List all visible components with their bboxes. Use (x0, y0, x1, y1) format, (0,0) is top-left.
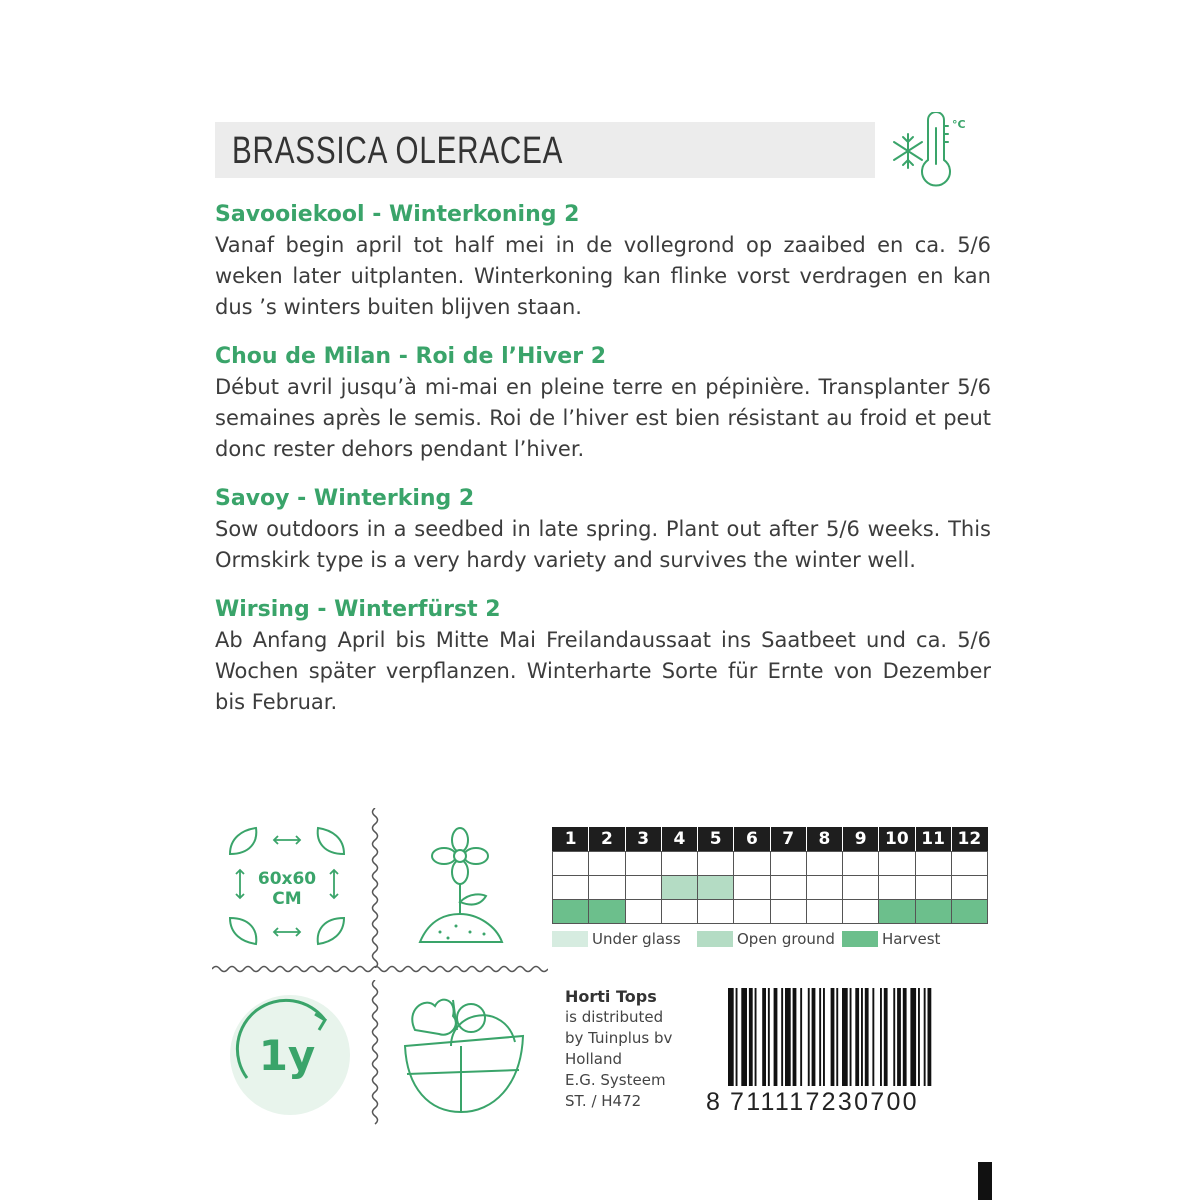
calendar-row-open-ground (552, 875, 988, 899)
barcode-bar (728, 988, 734, 1086)
legend-label: Under glass (592, 930, 681, 948)
month-label: 6 (734, 827, 770, 851)
barcode-bar (865, 988, 869, 1086)
barcode-bar (880, 988, 882, 1086)
section-body: Vanaf begin april tot half mei in de vollegrond op zaaibed en ca. 5/6 weken later uitplanten. Winterkoning kan flinke vorst verdragen en kan dus ’s winters buiten blijven staan. (215, 233, 991, 319)
calendar-cell (879, 875, 915, 899)
calendar-cell (698, 899, 734, 923)
calendar-cell (552, 851, 589, 875)
month-label: 3 (626, 827, 662, 851)
legend-under-glass (552, 930, 681, 948)
barcode-bar (762, 988, 766, 1086)
latin-name: BRASSICA OLERACEA (232, 130, 564, 172)
section-title: Wirsing - Winterfürst 2 (215, 597, 501, 622)
section-german (215, 595, 991, 718)
section-title: Savooiekool - Winterkoning 2 (215, 202, 580, 227)
calendar-cell (952, 851, 988, 875)
month-label: 9 (843, 827, 879, 851)
distributor-line: E.G. Systeem (565, 1071, 666, 1089)
annual-lifecycle-icon (225, 990, 355, 1120)
calendar-cell (916, 851, 952, 875)
calendar-cell (771, 899, 807, 923)
calendar-cell (734, 899, 770, 923)
calendar-cell (843, 875, 879, 899)
spacing-unit: CM (272, 889, 302, 909)
barcode-bar (755, 988, 757, 1086)
section-title: Savoy - Winterking 2 (215, 486, 475, 511)
barcode-bar (768, 988, 770, 1086)
section-dutch (215, 200, 991, 323)
distributor-line: is distributed (565, 1008, 664, 1026)
month-label: 4 (662, 827, 698, 851)
section-body: Début avril jusqu’à mi-mai en pleine terre en pépinière. Transplanter 5/6 semaines après le semis. Roi de l’hiver est bien résistant au froid et peut donc rester dehors pendant l’hiver. (215, 375, 991, 461)
month-label: 1 (552, 827, 589, 851)
brand-name: Horti Tops (565, 987, 657, 1006)
plant-sowing-icon (400, 822, 520, 952)
barcode-bar (903, 988, 907, 1086)
wavy-divider-vertical-bottom (369, 980, 381, 1130)
calendar-cell (952, 899, 988, 923)
barcode-digits: 711117230700 (730, 1088, 919, 1116)
harvest-basket-icon (395, 990, 530, 1120)
barcode-bar (749, 988, 753, 1086)
barcode-bar (808, 988, 810, 1086)
barcode-bar (819, 988, 821, 1086)
calendar-cell (916, 875, 952, 899)
barcode-bar (800, 988, 802, 1086)
month-label: 12 (952, 827, 988, 851)
barcode-bar (836, 988, 838, 1086)
frost-thermometer-icon (890, 112, 970, 192)
barcode-bar (893, 988, 895, 1086)
barcode-bar (884, 988, 888, 1086)
calendar-cell (552, 899, 589, 923)
legend-swatch (697, 931, 733, 947)
barcode-bar (781, 988, 783, 1086)
barcode-bar (850, 988, 852, 1086)
calendar-cell (807, 875, 843, 899)
barcode-bar (812, 988, 816, 1086)
spacing-label: 60x60 (257, 869, 317, 889)
calendar-cell (589, 875, 625, 899)
calendar-cell (734, 875, 770, 899)
barcode-bar (831, 988, 835, 1086)
month-label: 5 (698, 827, 734, 851)
distributor-line: Holland (565, 1050, 623, 1068)
calendar-cell (843, 851, 879, 875)
spacing-icon (222, 822, 352, 950)
month-label: 2 (589, 827, 625, 851)
calendar-month-header (552, 827, 988, 851)
calendar-cell (626, 851, 662, 875)
section-english (215, 484, 991, 576)
section-body: Ab Anfang April bis Mitte Mai Freilandaussaat ins Saatbeet und ca. 5/6 Wochen später verpflanzen. Winterharte Sorte für Ernte von Dezember bis Februar. (215, 628, 991, 714)
barcode-bar (918, 988, 920, 1086)
calendar-row-harvest (552, 899, 988, 924)
calendar-cell (698, 875, 734, 899)
calendar-cell (807, 899, 843, 923)
calendar-cell (952, 875, 988, 899)
barcode-bar (842, 988, 848, 1086)
barcode-first-digit: 8 (706, 1088, 720, 1116)
section-title: Chou de Milan - Roi de l’Hiver 2 (215, 344, 607, 369)
legend-label: Harvest (882, 930, 941, 948)
lifecycle-label: 1y (258, 1031, 316, 1080)
month-label: 10 (879, 827, 915, 851)
barcode-bar (823, 988, 825, 1086)
barcode-bar (855, 988, 859, 1086)
barcode-bar (741, 988, 747, 1086)
distributor-line: by Tuinplus bv (565, 1029, 673, 1047)
barcode-bar (924, 988, 926, 1086)
calendar-cell (626, 899, 662, 923)
barcode-bar (793, 988, 797, 1086)
barcode-bar (897, 988, 901, 1086)
barcode-bar (910, 988, 916, 1086)
calendar-cell (807, 851, 843, 875)
calendar-cell (879, 899, 915, 923)
calendar-cell (771, 851, 807, 875)
wavy-divider-vertical-top (369, 808, 381, 968)
month-label: 8 (807, 827, 843, 851)
legend-swatch (552, 931, 588, 947)
crop-mark (978, 1162, 992, 1200)
calendar-cell (626, 875, 662, 899)
calendar-cell (589, 899, 625, 923)
barcode-bar (928, 988, 932, 1086)
calendar-cell (879, 851, 915, 875)
legend-label: Open ground (737, 930, 835, 948)
calendar-legend (552, 930, 992, 954)
section-body: Sow outdoors in a seedbed in late spring. Plant out after 5/6 weeks. This Ormskirk type is a very hardy variety and survives the winter well. (215, 517, 991, 572)
calendar-cell (589, 851, 625, 875)
barcode-bar (774, 988, 778, 1086)
distributor-info (565, 986, 705, 1112)
calendar-cell (552, 875, 589, 899)
month-label: 7 (771, 827, 807, 851)
calendar-cell (843, 899, 879, 923)
barcode-bar (872, 988, 874, 1086)
legend-harvest (842, 930, 940, 948)
calendar-cell (662, 875, 698, 899)
barcode-bar (785, 988, 791, 1086)
calendar-cell (662, 899, 698, 923)
frost-unit: °C (952, 118, 966, 131)
sowing-calendar (552, 827, 988, 923)
calendar-cell (916, 899, 952, 923)
calendar-cell (734, 851, 770, 875)
legend-swatch (842, 931, 878, 947)
calendar-cell (662, 851, 698, 875)
calendar-cell (698, 851, 734, 875)
month-label: 11 (916, 827, 952, 851)
section-french (215, 342, 991, 465)
calendar-cell (771, 875, 807, 899)
distributor-line: ST. / H472 (565, 1092, 642, 1110)
barcode-bar (736, 988, 738, 1086)
legend-open-ground (697, 930, 835, 948)
calendar-row-under-glass (552, 851, 988, 875)
barcode-bar (861, 988, 863, 1086)
